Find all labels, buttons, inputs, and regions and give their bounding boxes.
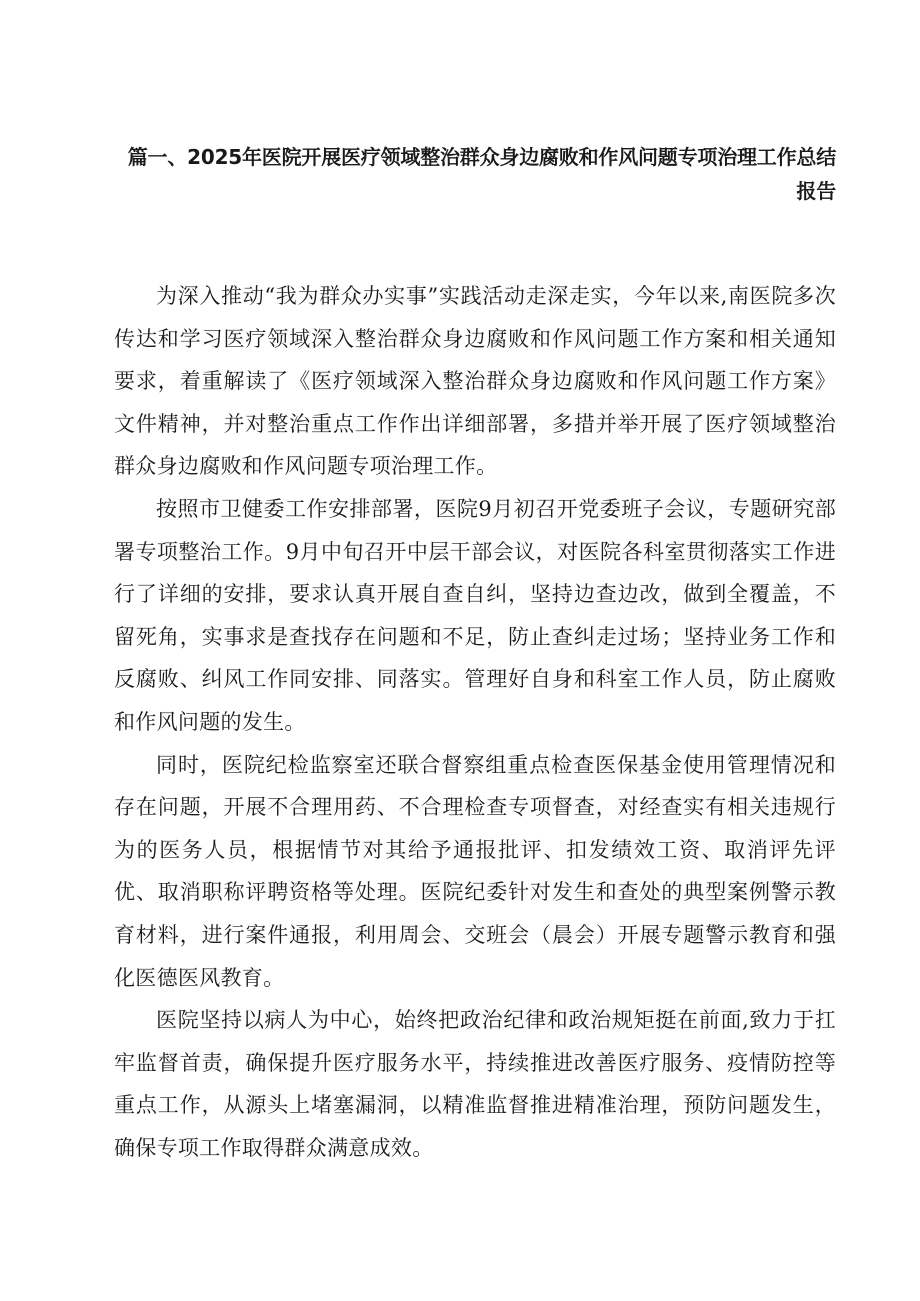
title-line-1: 篇一、2025年医院开展医疗领域整治群众身边腐败和作风问题专项治理工作总结 <box>127 145 836 169</box>
paragraph-3: 同时，医院纪检监察室还联合督察组重点检查医保基金使用管理情况和存在问题，开展不合理用药、不合理检查专项督查，对经查实有相关违规行为的医务人员，根据情节对其给予通报批评、扣发绩效工资、取消评先评优、取消职称评聘资格等处理。医院纪委针对发生和查处的典型案例警示教育材料，进行案件通报，利用周会、交班会（晨会）开展专题警示教育和强化医德医风教育。 <box>114 752 836 990</box>
paragraph-1: 为深入推动“我为群众办实事”实践活动走深走实，今年以来,南医院多次传达和学习医疗领域深入整治群众身边腐败和作风问题工作方案和相关通知要求，着重解读了《医疗领域深入整治群众身边腐败和作风问题工作方案》文件精神，并对整治重点工作作出详细部署，多措并举开展了医疗领域整治群众身边腐败和作风问题专项治理工作。 <box>114 284 836 479</box>
title-line-2: 报告 <box>796 179 836 203</box>
document-title <box>0 140 836 208</box>
document-body <box>114 275 836 1169</box>
paragraph-4: 医院坚持以病人为中心，始终把政治纪律和政治规矩挺在前面,致力于扛牢监督首责，确保提升医疗服务水平，持续推进改善医疗服务、疫情防控等重点工作，从源头上堵塞漏洞，以精准监督推进精准治理，预防问题发生，确保专项工作取得群众满意成效。 <box>114 1008 836 1160</box>
paragraph-2: 按照市卫健委工作安排部署，医院9月初召开党委班子会议，专题研究部署专项整治工作。9月中旬召开中层干部会议，对医院各科室贯彻落实工作进行了详细的安排，要求认真开展自查自纠，坚持边查边改，做到全覆盖，不留死角，实事求是查找存在问题和不足，防止查纠走过场；坚持业务工作和反腐败、纠风工作同安排、同落实。管理好自身和科室工作人员，防止腐败和作风问题的发生。 <box>114 496 836 734</box>
